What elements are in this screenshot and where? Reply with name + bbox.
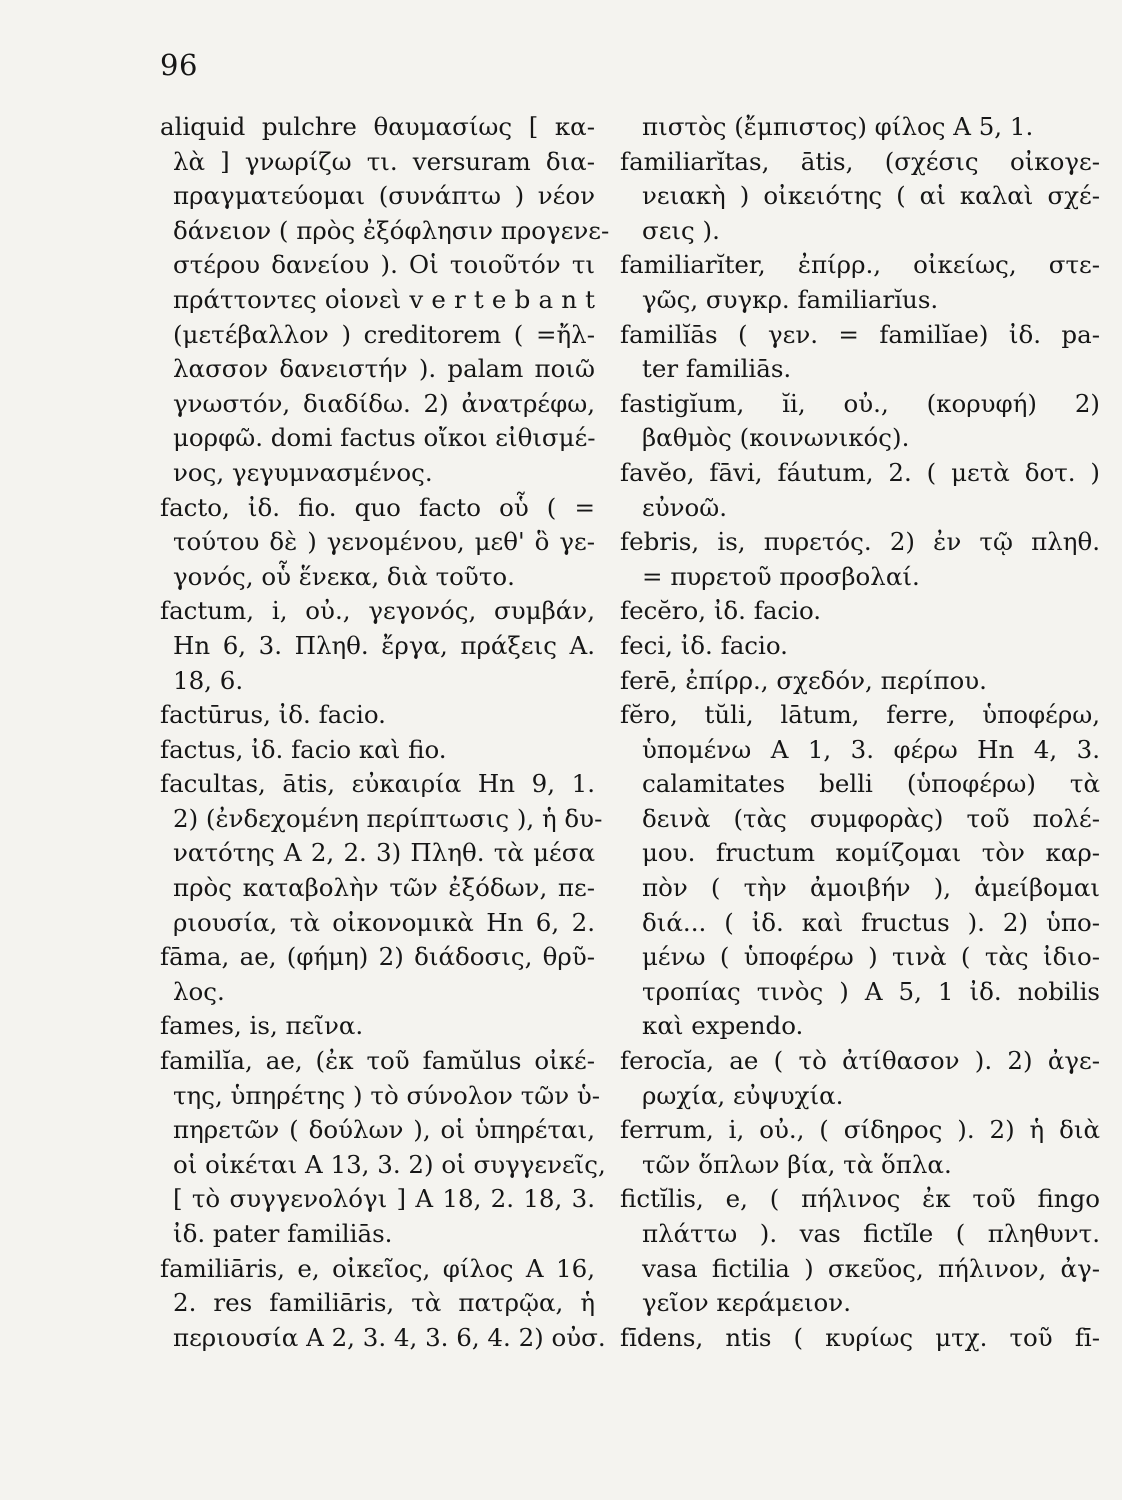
text-line: της, ὑπηρέτης ) τὸ σύνολον τῶν ὑ- — [173, 1080, 601, 1110]
text-line: δάνειον ( πρὸς ἐξόφλησιν προγενε- — [173, 215, 610, 245]
text-line: διά... ( ἰδ. καὶ fructus ). 2) ὑπο- — [642, 907, 1100, 937]
text-line: στέρου δανείου ). Οἱ τοιοῦτόν τι — [173, 250, 595, 280]
text-line: σεις ). — [642, 215, 720, 245]
text-line: μου. fructum κομίζομαι τὸν καρ- — [642, 838, 1100, 868]
text-line: facultas, ātis, εὐκαιρία Hn 9, 1. — [160, 769, 595, 799]
text-line: λὰ ] γνωρίζω τι. versuram δια- — [173, 146, 595, 176]
text-line: calamitates belli (ὑποφέρω) τὰ — [642, 769, 1100, 799]
text-line: λος. — [173, 976, 225, 1006]
text-line: μορφῶ. domi factus οἴκοι εἰθισμέ- — [173, 423, 596, 453]
text-line: 18, 6. — [173, 665, 244, 695]
text-line: ter familiās. — [642, 354, 792, 384]
text-line: 2. res familiāris, τὰ πατρῷα, ἡ — [173, 1288, 595, 1318]
text-line: μένω ( ὑποφέρω ) τινὰ ( τὰς ἰδιο- — [642, 942, 1100, 972]
text-line: 2) (ἐνδεχομένη περίπτωσις ), ἡ δυ- — [173, 803, 603, 833]
text-line: νος, γεγυμνασμένος. — [173, 457, 433, 487]
page-number: 96 — [160, 48, 198, 82]
text-line: πλάττω ). vas fictĭle ( πληθυντ. — [642, 1219, 1100, 1248]
text-line: familiarĭtas, ātis, (σχέσις οἰκογε- — [620, 146, 1100, 176]
text-line: πηρετῶν ( δούλων ), οἱ ὑπηρέται, — [173, 1115, 595, 1145]
text-line: facto, ἰδ. fio. quo facto οὗ ( = — [160, 492, 595, 522]
text-line: περιουσία A 2, 3. 4, 3. 6, 4. 2) οὐσ. — [173, 1322, 606, 1352]
text-line: γονός, οὗ ἕνεκα, διὰ τοῦτο. — [173, 561, 515, 591]
text-line: γεῖον κεράμειον. — [642, 1288, 851, 1318]
text-line: λασσον δανειστήν ). palam ποιῶ — [173, 354, 595, 384]
text-line: fāma, ae, (φήμη) 2) διάδοσις, θρῦ- — [160, 942, 595, 972]
left-column — [160, 110, 610, 1355]
text-line: ferē, ἐπίρρ., σχεδόν, περίπου. — [620, 665, 987, 695]
text-line: = πυρετοῦ προσβολαί. — [642, 561, 920, 591]
text-line: ferrum, i, οὐ., ( σίδηρος ). 2) ἡ διὰ — [620, 1115, 1100, 1145]
text-line: πράττοντες οἱονεὶ v e r t e b a n t — [173, 284, 595, 314]
text-line: fictĭlis, e, ( πήλινος ἐκ τοῦ fingo — [620, 1184, 1100, 1214]
text-line: Hn 6, 3. Πληθ. ἔργα, πράξεις A. — [173, 630, 595, 660]
text-line: ρωχία, εὐψυχία. — [642, 1080, 844, 1110]
text-line: γνωστόν, διαδίδω. 2) ἀνατρέφω, — [173, 388, 595, 418]
text-line: fecĕro, ἰδ. facio. — [620, 596, 822, 626]
text-line: νειακὴ ) οἰκειότης ( αἱ καλαὶ σχέ- — [642, 181, 1100, 211]
text-line: familiarĭter, ἐπίρρ., οἰκείως, στε- — [620, 250, 1100, 280]
text-line: τροπίας τινὸς ) A 5, 1 ἰδ. nobilis — [642, 976, 1100, 1006]
text-line: (μετέβαλλον ) creditorem ( =ἤλ- — [173, 319, 595, 349]
text-line: πρὸς καταβολὴν τῶν ἐξόδων, πε- — [173, 873, 595, 903]
text-line: καὶ expendo. — [642, 1011, 804, 1041]
text-line: ὑπομένω A 1, 3. φέρω Hn 4, 3. — [642, 734, 1100, 764]
text-line: βαθμὸς (κοινωνικός). — [642, 423, 910, 453]
text-line: fīdens, ntis ( κυρίως μτχ. τοῦ fī- — [620, 1322, 1100, 1352]
text-line: febris, is, πυρετός. 2) ἐν τῷ πληθ. — [620, 527, 1100, 557]
text-line: factūrus, ἰδ. facio. — [160, 700, 386, 730]
text-line: familĭās ( γεν. = familĭae) ἰδ. pa- — [620, 319, 1100, 349]
text-line: εὐνοῶ. — [642, 492, 727, 522]
text-line: factus, ἰδ. facio καὶ fio. — [160, 734, 447, 764]
text-line: τῶν ὅπλων βία, τὰ ὅπλα. — [642, 1149, 952, 1179]
text-line: νατότης A 2, 2. 3) Πληθ. τὰ μέσα — [173, 838, 595, 868]
text-line: feci, ἰδ. facio. — [620, 630, 788, 660]
right-column — [620, 110, 1100, 1355]
text-line: ferocĭa, ae ( τὸ ἀτίθασον ). 2) ἀγε- — [620, 1046, 1100, 1076]
text-line: γῶς, συγκρ. familiarĭus. — [642, 284, 939, 314]
text-line: familĭa, ae, (ἐκ τοῦ famŭlus οἰκέ- — [160, 1046, 595, 1076]
text-line: fĕro, tŭli, lātum, ferre, ὑποφέρω, — [620, 700, 1100, 730]
text-line: aliquid pulchre θαυμασίως [ κα- — [160, 112, 595, 141]
text-line: πραγματεύομαι (συνάπτω ) νέον — [173, 181, 595, 211]
text-line: ἰδ. pater familiās. — [173, 1219, 393, 1248]
text-line: πιστὸς (ἔμπιστος) φίλος A 5, 1. — [642, 112, 1034, 141]
text-line: fames, is, πεῖνα. — [160, 1011, 364, 1041]
text-line: factum, i, οὐ., γεγονός, συμβάν, — [160, 596, 595, 626]
text-line: favĕo, fāvi, fáutum, 2. ( μετὰ δοτ. ) — [620, 457, 1100, 487]
text-line: δεινὰ (τὰς συμφορὰς) τοῦ πολέ- — [642, 803, 1100, 833]
text-line: οἱ οἰκέται A 13, 3. 2) οἱ συγγενεῖς, — [173, 1149, 606, 1179]
text-line: familiāris, e, οἰκεῖος, φίλος A 16, — [160, 1253, 595, 1283]
text-line: πὸν ( τὴν ἀμοιβήν ), ἀμείβομαι — [642, 873, 1100, 903]
text-line: [ τὸ συγγενολόγι ] A 18, 2. 18, 3. — [173, 1184, 595, 1214]
text-line: τούτου δὲ ) γενομένου, μεθ' ὃ γε- — [173, 527, 595, 557]
text-line: ριουσία, τὰ οἰκονομικὰ Hn 6, 2. — [173, 907, 595, 937]
text-line: fastigĭum, ĭi, οὐ., (κορυφή) 2) — [620, 388, 1100, 418]
text-line: vasa fictilia ) σκεῦος, πήλινον, ἀγ- — [642, 1253, 1100, 1283]
